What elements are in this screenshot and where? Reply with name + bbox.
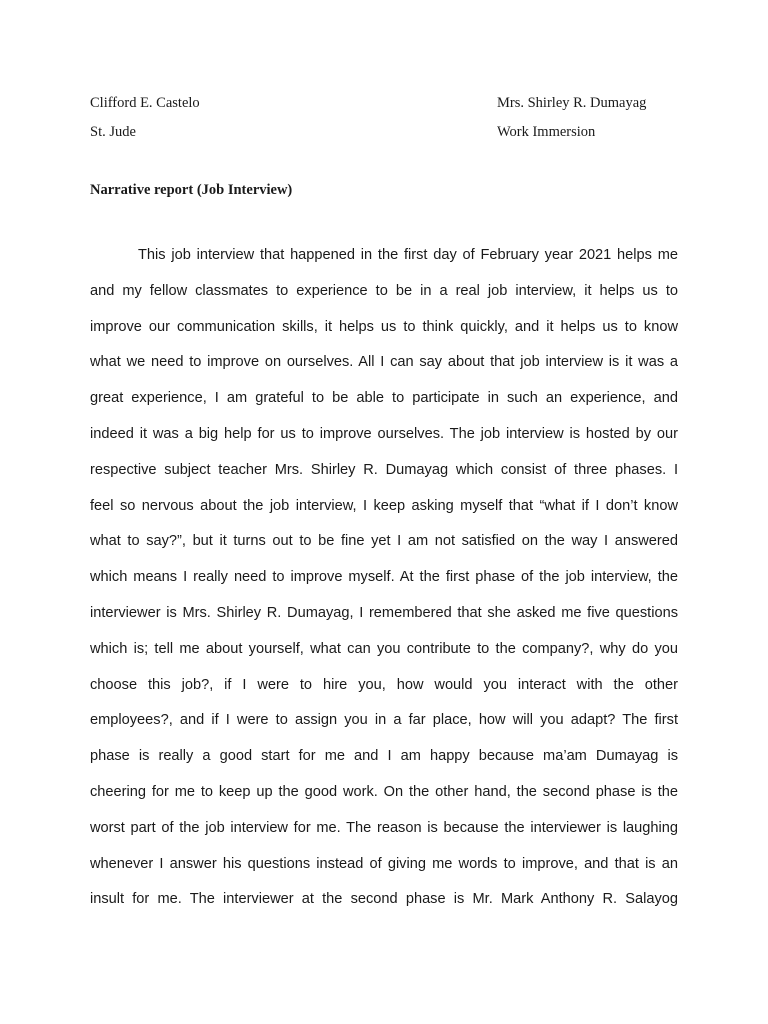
body-line: which means I really need to improve myself. At the first phase of the job interview, the [90,569,678,586]
body-line: what we need to improve on ourselves. All I can say about that job interview is it was a [90,354,678,371]
teacher-name: Mrs. Shirley R. Dumayag [497,95,647,111]
body-line: and my fellow classmates to experience to be in a real job interview, it helps us to [90,282,678,299]
student-name: Clifford E. Castelo [90,95,200,111]
body-line: insult for me. The interviewer at the second phase is Mr. Mark Anthony R. Salayog [90,891,678,908]
body-line: phase is really a good start for me and I am happy because ma’am Dumayag is [90,748,678,765]
body-line: improve our communication skills, it helps us to think quickly, and it helps us to know [90,318,678,335]
body-line: choose this job?, if I were to hire you, how would you interact with the other [90,676,678,693]
body-line: what to say?”, but it turns out to be fine yet I am not satisfied on the way I answered [90,533,678,550]
body-line: respective subject teacher Mrs. Shirley R. Dumayag which consist of three phases. I [90,461,678,478]
subject-name: Work Immersion [497,124,596,140]
body-line: which is; tell me about yourself, what can you contribute to the company?, why do you [90,640,678,657]
body-line: cheering for me to keep up the good work. On the other hand, the second phase is the [90,783,678,800]
body-line: employees?, and if I were to assign you in a far place, how will you adapt? The first [90,712,678,729]
section-name: St. Jude [90,124,136,140]
body-line: interviewer is Mrs. Shirley R. Dumayag, I remembered that she asked me five questions [90,604,678,621]
body-line: great experience, I am grateful to be able to participate in such an experience, and [90,390,678,407]
body-line: worst part of the job interview for me. The reason is because the interviewer is laughing [90,819,678,836]
body-line: whenever I answer his questions instead of giving me words to improve, and that is an [90,855,678,872]
body-line: feel so nervous about the job interview, I keep asking myself that “what if I don’t know [90,497,678,514]
body-line: indeed it was a big help for us to improve ourselves. The job interview is hosted by our [90,425,678,442]
report-body [90,238,678,918]
report-title: Narrative report (Job Interview) [90,182,293,198]
body-line: This job interview that happened in the first day of February year 2021 helps me [138,247,678,263]
